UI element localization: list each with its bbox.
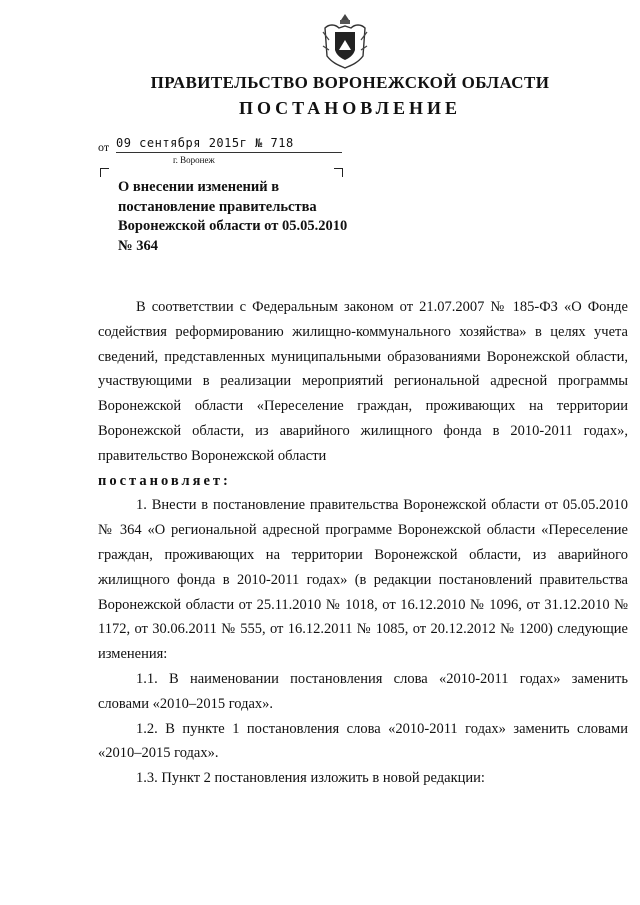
date-number-line [98, 136, 348, 154]
corner-mark-right [334, 168, 343, 177]
date-and-number: 09 сентября 2015г № 718 [116, 136, 342, 153]
from-label: от [98, 140, 110, 154]
item-1-3-paragraph: 1.3. Пункт 2 постановления изложить в новой редакции: [136, 770, 485, 787]
decree-word: постановляет: [98, 472, 231, 489]
document-subject: О внесении изменений в постановление правительства Воронежской области от 05.05.2010 № 364 [118, 179, 348, 254]
document-type: ПОСТАНОВЛЕНИЕ [238, 98, 462, 118]
preamble-paragraph: В соответствии с Федеральным законом от 21.07.2007 № 185-ФЗ «О Фонде содействия реформированию жилищно-коммунального хозяйства» в целях учета сведений, представленных муниципальными образованиями Воронежской области, участвующими в реализации мероприятий региональной адресной программы Воронежской области «Переселение граждан, проживающих на территории Воронежской области, из аварийного жилищного фонда в 2010-2011 годах», правительство Воронежской области [98, 299, 628, 464]
item-1-2-paragraph: 1.2. В пункте 1 постановления слова «2010-2011 годах» заменить словами «2010–2015 годах». [98, 720, 628, 762]
item-1-paragraph: 1. Внести в постановление правительства Воронежской области от 05.05.2010 № 364 «О региональной адресной программе Воронежской области «Переселение граждан, проживающих на территории Воронежской области, из аварийного жилищного фонда в 2010-2011 годах» (в редакции постановлений правительства Воронежской области от 25.11.2010 № 1018, от 16.12.2010 № 1096, от 31.12.2010 № 1172, от 30.06.2011 № 555, от 16.12.2011 № 1085, от 20.12.2012 № 1200) следующие изменения: [98, 497, 628, 663]
coat-of-arms-icon [319, 10, 371, 70]
corner-mark-left [100, 168, 109, 177]
government-title: ПРАВИТЕЛЬСТВО ВОРОНЕЖСКОЙ ОБЛАСТИ [150, 73, 550, 92]
city-label: г. Воронеж [173, 155, 215, 165]
item-1-1-paragraph: 1.1. В наименовании постановления слова «2010-2011 годах» заменить словами «2010–2015 годах». [98, 670, 628, 712]
document-body [98, 295, 628, 791]
